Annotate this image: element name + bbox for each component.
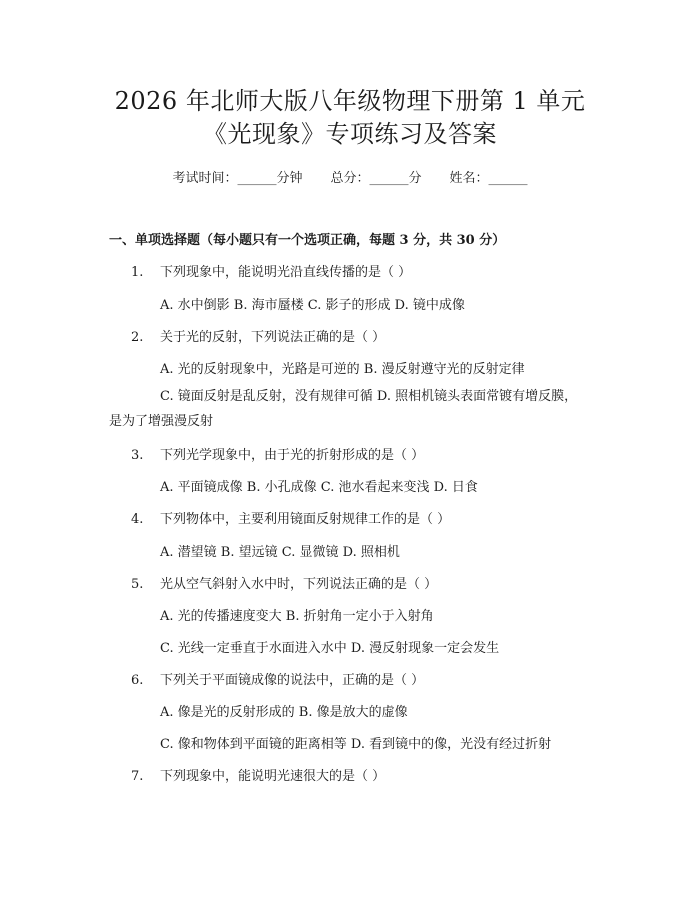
- question-5-options-c-d: C. 光线一定垂直于水面进入水中 D. 漫反射现象一定会发生: [160, 641, 500, 656]
- question-2-options-a-b: A. 光的反射现象中，光路是可逆的 B. 漫反射遵守光的反射定律: [160, 362, 525, 377]
- question-stem: 下列关于平面镜成像的说法中，正确的是（ ）: [160, 673, 425, 688]
- question-6-options-a-b: A. 像是光的反射形成的 B. 像是放大的虚像: [160, 705, 408, 720]
- question-number: 3.: [131, 448, 144, 463]
- page-title-line-2: 《光现象》专项练习及答案: [203, 120, 497, 148]
- student-name-field: 姓名：______: [449, 171, 528, 186]
- question-6-options-c-d: C. 像和物体到平面镜的距离相等 D. 看到镜中的像，光没有经过折射: [160, 737, 552, 752]
- question-stem: 关于光的反射，下列说法正确的是（ ）: [160, 330, 386, 345]
- question-number: 5.: [131, 577, 144, 592]
- question-stem: 下列现象中，能说明光速很大的是（ ）: [160, 769, 386, 784]
- question-number: 6.: [131, 673, 144, 688]
- question-number: 2.: [131, 330, 144, 345]
- question-number: 4.: [131, 512, 144, 527]
- exam-info-line: [0, 172, 700, 185]
- question-stem: 下列物体中，主要利用镜面反射规律工作的是（ ）: [160, 512, 451, 527]
- section-heading-single-choice: 一、单项选择题（每小题只有一个选项正确，每题 3 分，共 30 分）: [109, 233, 506, 248]
- question-3-options: A. 平面镜成像 B. 小孔成像 C. 池水看起来变浅 D. 日食: [160, 480, 478, 495]
- question-5-options-a-b: A. 光的传播速度变大 B. 折射角一定小于入射角: [160, 609, 434, 624]
- question-4-options: A. 潜望镜 B. 望远镜 C. 显微镜 D. 照相机: [160, 545, 400, 560]
- question-1-options: A. 水中倒影 B. 海市蜃楼 C. 影子的形成 D. 镜中成像: [160, 298, 465, 313]
- exam-time-field: 考试时间：______分钟: [172, 171, 303, 186]
- question-2-options-c-d: C. 镜面反射是乱反射，没有规律可循 D. 照相机镜头表面常镀有增反膜，是为了增强漫反射: [109, 389, 578, 429]
- question-number: 1.: [131, 265, 144, 280]
- page-title-line-1: 2026 年北师大版八年级物理下册第 1 单元: [114, 87, 586, 115]
- question-stem: 下列光学现象中，由于光的折射形成的是（ ）: [160, 448, 425, 463]
- question-number: 7.: [131, 769, 144, 784]
- question-stem: 下列现象中，能说明光沿直线传播的是（ ）: [160, 265, 412, 280]
- total-score-field: 总分：______分: [330, 171, 422, 186]
- question-stem: 光从空气斜射入水中时，下列说法正确的是（ ）: [160, 577, 438, 592]
